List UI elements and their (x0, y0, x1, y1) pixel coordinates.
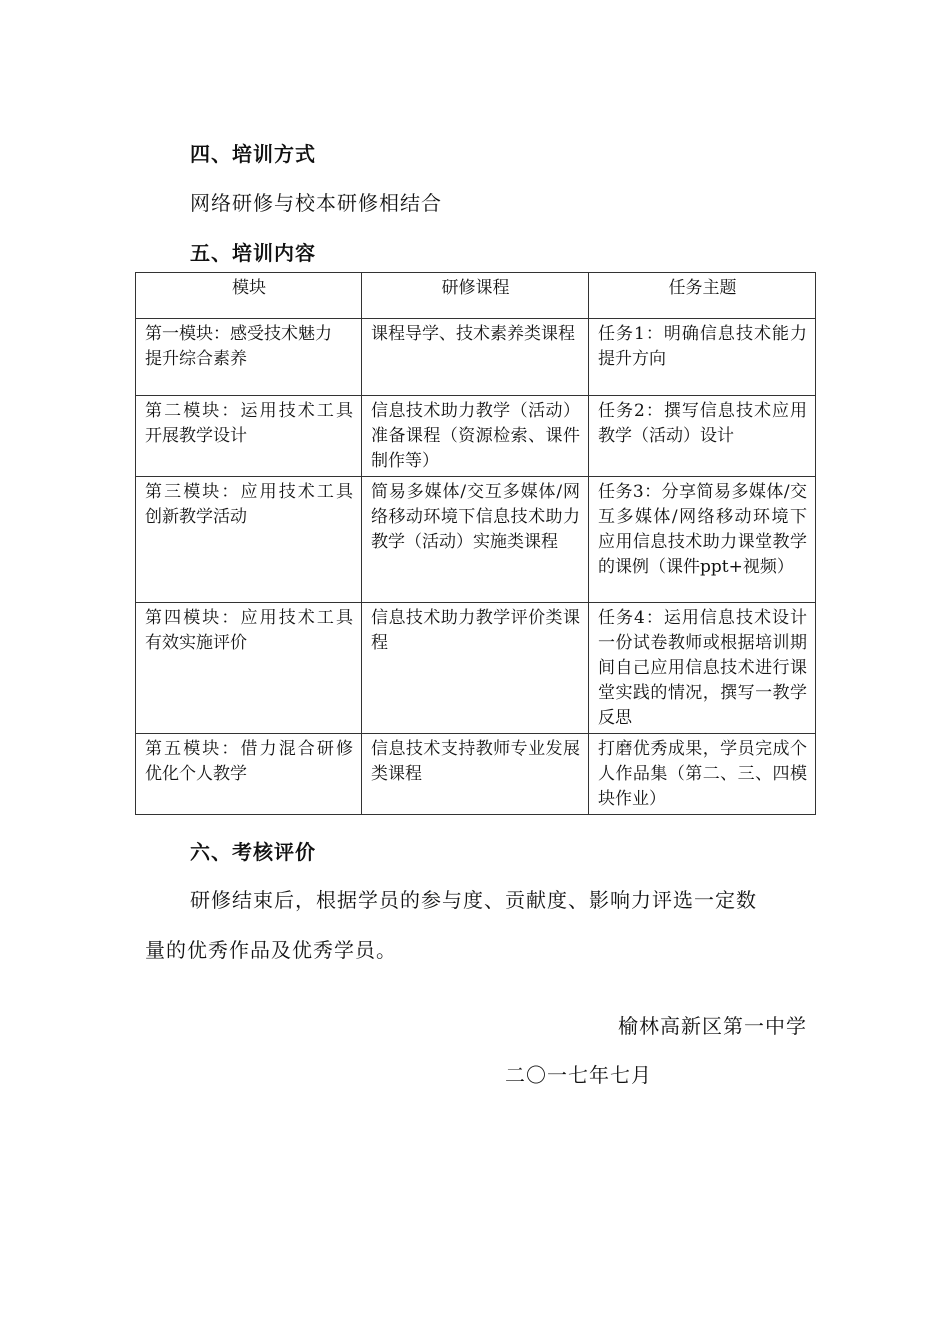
module-cell (136, 396, 362, 477)
module-text: 第四模块：应用技术工具 有效实施评价 (145, 608, 353, 653)
task-cell: 任务2：撰写信息技术应用教学（活动）设计 (589, 396, 816, 477)
table-row (136, 477, 816, 603)
task-cell: 任务1：明确信息技术能力提升方向 (589, 319, 816, 396)
module-text: 第一模块：感受技术魅力 (145, 324, 332, 344)
module-text: 第五模块：借力混合研修 优化个人教学 (145, 739, 353, 784)
module-cell (136, 477, 362, 603)
column-header-module: 模块 (136, 273, 362, 319)
course-cell: 简易多媒体/交互多媒体/网络移动环境下信息技术助力教学（活动）实施类课程 (362, 477, 589, 603)
table-row (136, 734, 816, 815)
task-cell: 任务4：运用信息技术设计一份试卷教师或根据培训期间自己应用信息技术进行课堂实践的情况，撰写一教学反思 (589, 603, 816, 734)
module-cell (136, 603, 362, 734)
column-header-task: 任务主题 (589, 273, 816, 319)
table-row (136, 319, 816, 396)
section4-text: 网络研修与校本研修相结合 (190, 191, 442, 215)
signature-date: 二〇一七年七月 (505, 1063, 652, 1087)
column-header-course: 研修课程 (362, 273, 589, 319)
section6-text-line1: 研修结束后，根据学员的参与度、贡献度、影响力评选一定数 (190, 888, 757, 912)
training-content-table (135, 272, 816, 815)
section5-heading: 五、培训内容 (190, 241, 316, 265)
module-cell (136, 319, 362, 396)
module-text: 提升综合素养 (145, 349, 247, 369)
module-text: 第三模块：应用技术工具 创新教学活动 (145, 482, 353, 527)
table-row (136, 396, 816, 477)
course-cell: 信息技术助力教学（活动）准备课程（资源检索、课件制作等） (362, 396, 589, 477)
course-cell: 信息技术助力教学评价类课程 (362, 603, 589, 734)
module-text: 第二模块：运用技术工具 开展教学设计 (145, 401, 353, 446)
table-row (136, 603, 816, 734)
module-cell (136, 734, 362, 815)
signature-org: 榆林高新区第一中学 (618, 1014, 807, 1038)
course-cell: 课程导学、技术素养类课程 (362, 319, 589, 396)
section4-heading: 四、培训方式 (190, 142, 316, 166)
table-header-row (136, 273, 816, 319)
task-cell: 任务3：分享简易多媒体/交互多媒体/网络移动环境下应用信息技术助力课堂教学的课例（课件ppt+视频） (589, 477, 816, 603)
section6-text-line2: 量的优秀作品及优秀学员。 (145, 938, 397, 962)
course-cell: 信息技术支持教师专业发展类课程 (362, 734, 589, 815)
task-cell: 打磨优秀成果，学员完成个人作品集（第二、三、四模块作业） (589, 734, 816, 815)
section6-heading: 六、考核评价 (190, 840, 316, 864)
